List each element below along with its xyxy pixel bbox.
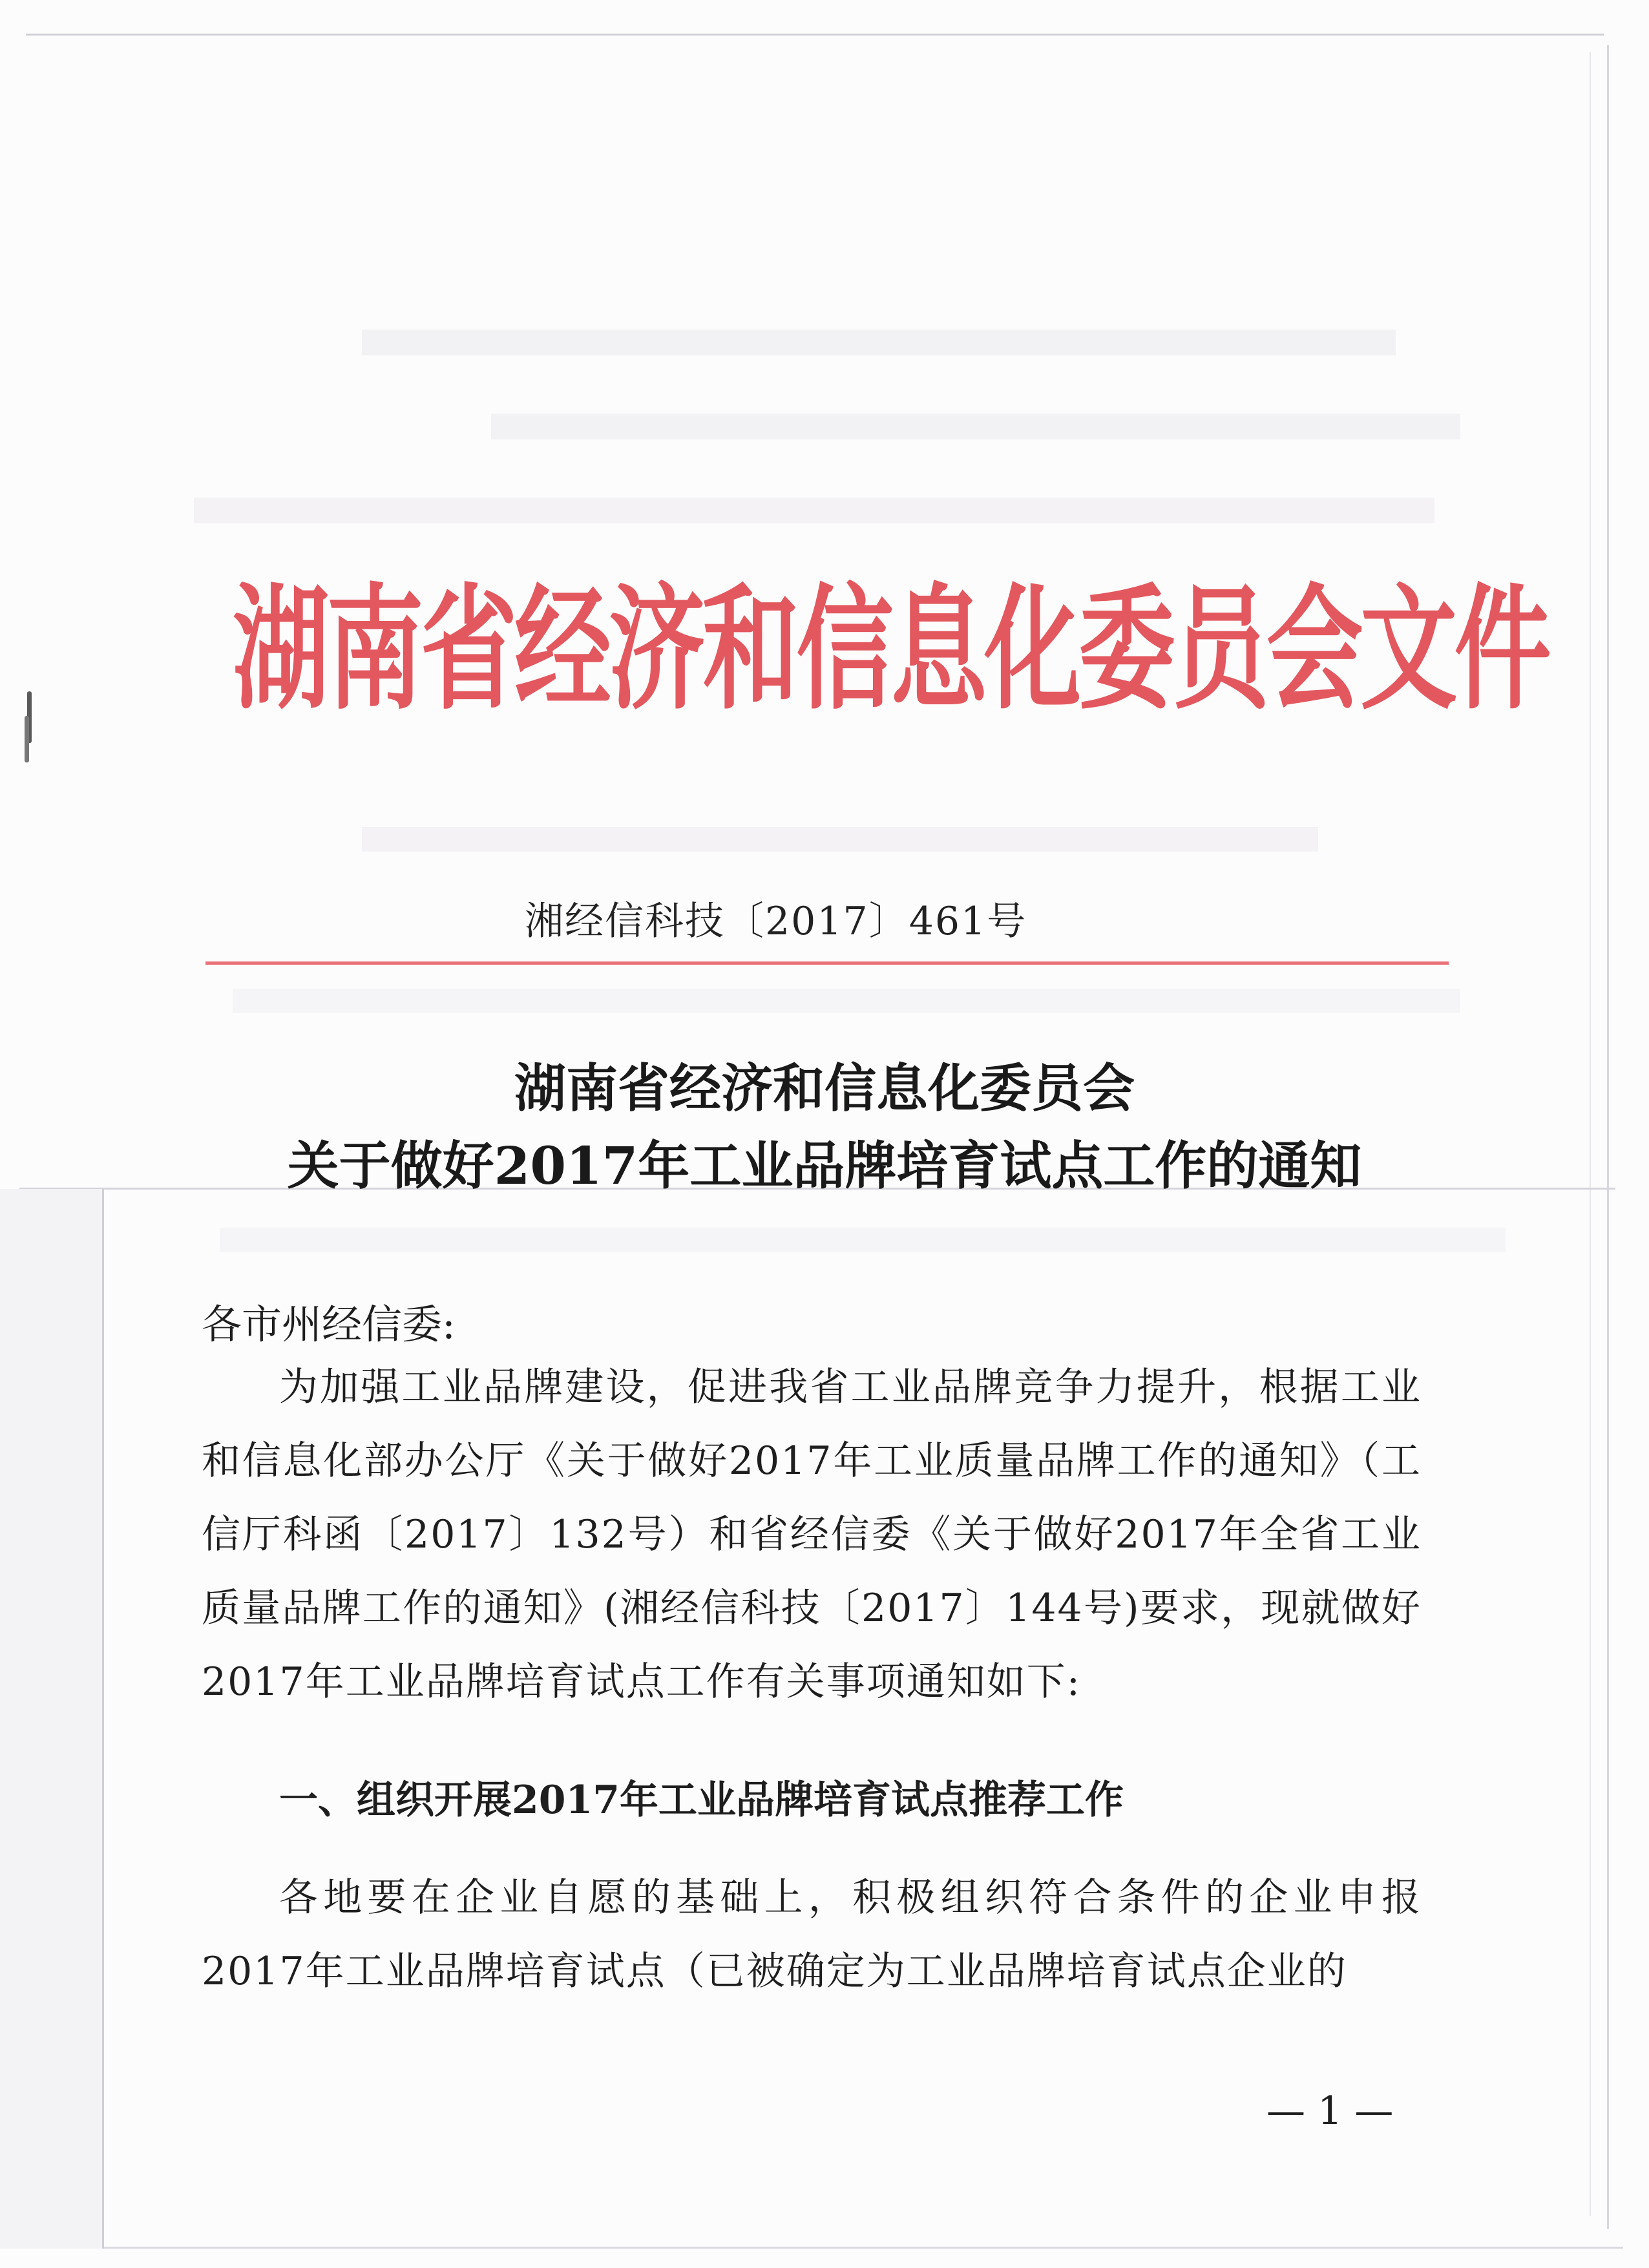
document-title-line2: 关于做好2017年工业品牌培育试点工作的通知 <box>287 1135 1362 1196</box>
scan-edge-top <box>26 34 1604 36</box>
document-title-line1: 湖南省经济和信息化委员会 <box>514 1058 1135 1118</box>
page-number: — 1 — <box>1266 2088 1394 2134</box>
show-through-mark <box>491 414 1460 439</box>
scan-edge-bottom <box>26 2247 1623 2249</box>
folded-sheet-edge <box>0 1189 104 2249</box>
show-through-mark <box>220 1228 1506 1252</box>
show-through-mark <box>194 498 1434 523</box>
agency-header-title: 湖南省经济和信息化委员会文件 <box>233 571 1549 728</box>
salutation: 各市州经信委: <box>202 1301 456 1348</box>
staple-mark <box>25 716 29 762</box>
red-divider-line <box>205 961 1449 965</box>
show-through-mark <box>362 330 1396 355</box>
show-through-mark <box>233 989 1460 1013</box>
section-heading-1: 一、组织开展2017年工业品牌培育试点推荐工作 <box>279 1778 1124 1823</box>
show-through-mark <box>362 827 1318 852</box>
document-number: 湘经信科技〔2017〕461号 <box>525 899 1027 944</box>
body-paragraph-1: 为加强工业品牌建设，促进我省工业品牌竞争力提升，根据工业和信息化部办公厅《关于做好2017年工业质量品牌工作的通知》（工信厅科函〔2017〕132号）和省经信委《关于做好2017年全省工业质量品牌工作的通知》(湘经信科技〔2017〕144号)要求，现就做好2017年工业品牌培育试点工作有关事项通知如下: <box>202 1365 1422 1705</box>
body-paragraph-2: 各地要在企业自愿的基础上，积极组织符合条件的企业申报2017年工业品牌培育试点（已被确定为工业品牌培育试点企业的 <box>202 1875 1422 1994</box>
